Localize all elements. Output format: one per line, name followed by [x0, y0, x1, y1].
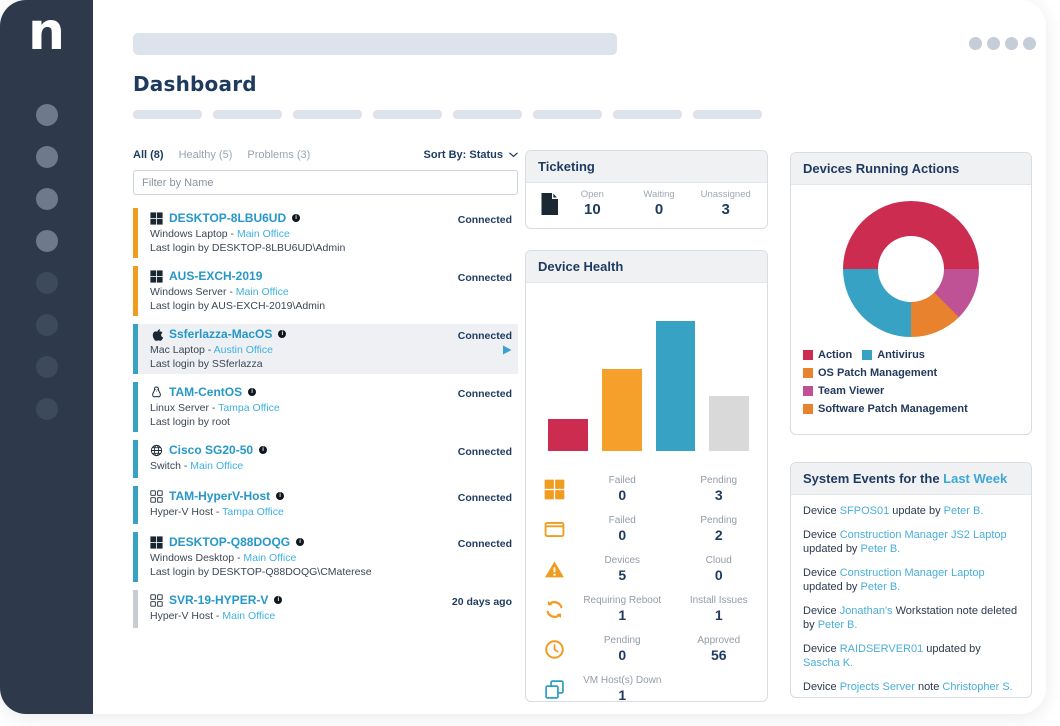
- system-event-item: [803, 604, 1019, 633]
- legend-swatch: [803, 386, 813, 396]
- device-type: Linux Server -: [150, 401, 219, 414]
- device-type-line: [150, 506, 284, 518]
- device-health-stat-value: 0: [618, 647, 627, 663]
- device-status: 20 days ago: [451, 596, 512, 608]
- device-status: Connected: [457, 492, 512, 504]
- sort-by-control[interactable]: [424, 149, 518, 161]
- system-events-title: [791, 463, 1031, 495]
- device-health-stat: [671, 555, 768, 583]
- device-name: AUS-EXCH-2019: [169, 269, 263, 283]
- device-health-stat-value: 1: [714, 607, 723, 623]
- device-location-link[interactable]: Main Office: [243, 551, 297, 564]
- event-link[interactable]: RAIDSERVER01: [839, 642, 924, 655]
- windows-icon: [150, 212, 163, 225]
- device-health-stat: [574, 475, 671, 503]
- event-link[interactable]: Projects Server: [839, 680, 915, 693]
- device-row-content: [138, 208, 345, 258]
- system-event-item: [803, 504, 1019, 519]
- clock-icon: [526, 639, 574, 660]
- last-week-link[interactable]: Last Week: [943, 471, 1008, 486]
- device-row[interactable]: [133, 590, 518, 628]
- device-row[interactable]: [133, 440, 518, 478]
- event-text: Device: [803, 505, 840, 517]
- device-type: Windows Desktop -: [150, 551, 244, 564]
- event-link[interactable]: Construction Manager JS2 Laptop: [839, 528, 1007, 541]
- device-health-stat-label: Devices: [604, 555, 641, 566]
- legend-label: OS Patch Management: [818, 367, 938, 379]
- device-row-content: [138, 440, 267, 478]
- toolbar-dot-icon[interactable]: [1023, 37, 1036, 50]
- tab-placeholder[interactable]: [453, 110, 522, 119]
- sidebar-nav-placeholder[interactable]: [36, 188, 58, 210]
- legend-item: [862, 349, 925, 361]
- actions-legend: [803, 349, 1019, 415]
- devices-running-actions-title: Devices Running Actions: [791, 153, 1031, 185]
- filter-tabs: [133, 149, 310, 161]
- device-type-line: [150, 402, 280, 414]
- ticketing-card-title: Ticketing: [526, 151, 767, 183]
- hyperv-icon: [150, 490, 163, 503]
- event-text: Device: [803, 566, 840, 579]
- device-last-login: Last login by DESKTOP-Q88DOQG\CMaterese: [150, 566, 372, 578]
- legend-swatch: [803, 404, 813, 414]
- info-badge-icon: i: [248, 388, 256, 396]
- legend-label: Team Viewer: [818, 385, 885, 397]
- ticketing-card: [525, 150, 768, 229]
- device-health-stat-label: VM Host(s) Down: [583, 675, 662, 686]
- device-row-content: [138, 486, 284, 524]
- event-text: note: [914, 680, 943, 693]
- toolbar-icons: [969, 37, 1036, 50]
- app-window-icon: [526, 519, 574, 540]
- ticketing-body: [526, 183, 767, 226]
- info-badge-icon: i: [259, 446, 267, 454]
- device-health-stat-value: 3: [714, 487, 723, 503]
- hyperv-icon: [150, 594, 163, 607]
- device-health-stat-value: 0: [618, 487, 627, 503]
- apple-icon: [150, 328, 163, 341]
- info-badge-icon: i: [292, 214, 300, 222]
- device-row[interactable]: [133, 486, 518, 524]
- tab-placeholder[interactable]: [533, 110, 602, 119]
- legend-item: [803, 367, 937, 379]
- chevron-down-icon: [509, 149, 518, 161]
- tab-placeholder[interactable]: [373, 110, 442, 119]
- toolbar-dot-icon[interactable]: [987, 37, 1000, 50]
- event-text: Workstation note deleted by: [803, 604, 1018, 631]
- devices-running-actions-card: [790, 152, 1032, 435]
- device-name: DESKTOP-Q88DOQG: [169, 535, 291, 549]
- device-health-stat-value: 0: [714, 567, 723, 583]
- tab-placeholder[interactable]: [693, 110, 762, 119]
- main-area: [93, 0, 1046, 714]
- device-type: Switch -: [150, 459, 191, 472]
- event-link[interactable]: SFPOS01: [839, 505, 890, 517]
- device-health-bar-chart: [548, 321, 749, 451]
- device-name: TAM-HyperV-Host: [169, 489, 271, 503]
- device-type: Windows Server -: [150, 285, 236, 298]
- legend-swatch: [862, 350, 872, 360]
- tab-placeholder[interactable]: [293, 110, 362, 119]
- device-health-stat: [574, 635, 671, 663]
- device-type-line: [150, 610, 282, 622]
- system-events-title-prefix: System Events for the: [803, 471, 944, 486]
- device-location-link[interactable]: Tampa Office: [218, 401, 280, 414]
- search-bar-placeholder[interactable]: [133, 33, 617, 55]
- device-health-stat-label: Pending: [700, 515, 738, 526]
- ninja-logo: n: [27, 2, 66, 62]
- device-health-stat: [574, 555, 671, 583]
- legend-swatch: [803, 368, 813, 378]
- ticketing-stat-label: Open: [580, 189, 604, 200]
- device-row[interactable]: [133, 324, 518, 374]
- device-name: Ssferlazza-MacOS: [169, 327, 273, 341]
- device-health-stat-label: Approved: [697, 635, 741, 646]
- sidebar-nav-placeholder[interactable]: [36, 356, 58, 378]
- legend-item: [803, 385, 884, 397]
- sidebar-nav-placeholder[interactable]: [36, 272, 58, 294]
- device-type: Hyper-V Host -: [150, 609, 223, 622]
- event-link[interactable]: Sascha K.: [803, 657, 854, 669]
- sort-by-label: Sort By: Status: [423, 149, 503, 161]
- device-type-line: [150, 286, 325, 298]
- sidebar-nav-placeholder[interactable]: [36, 314, 58, 336]
- health-bar: [709, 396, 749, 451]
- device-status: Connected: [457, 538, 512, 550]
- ticketing-stat-value: 10: [583, 201, 601, 218]
- device-row-content: [138, 532, 372, 582]
- vm-stack-icon: [526, 679, 574, 700]
- ticketing-stat-label: Unassigned: [700, 189, 751, 200]
- device-health-stat-row: [526, 669, 767, 709]
- health-bar: [548, 419, 588, 452]
- device-health-stat-row: [526, 469, 767, 509]
- device-type: Mac Laptop -: [150, 343, 214, 356]
- refresh-icon: [526, 599, 574, 620]
- globe-icon: [150, 444, 163, 457]
- device-last-login: Last login by root: [150, 416, 230, 428]
- ticketing-stat-value: 0: [654, 201, 664, 218]
- sidebar-nav-placeholder[interactable]: [36, 104, 58, 126]
- device-name-link[interactable]: [150, 269, 325, 283]
- device-name: DESKTOP-8LBU6UD: [169, 211, 287, 225]
- event-text: Device: [803, 680, 840, 693]
- windows-icon: [150, 536, 163, 549]
- sidebar: [0, 0, 93, 714]
- device-row-content: [138, 324, 286, 374]
- event-link[interactable]: Jonathan's: [839, 604, 893, 617]
- device-health-stat: [671, 595, 768, 623]
- device-name-link[interactable]: [150, 593, 282, 607]
- device-row-content: [138, 266, 325, 316]
- device-type-line: [150, 460, 267, 472]
- device-health-stat: [671, 515, 768, 543]
- toolbar-dot-icon[interactable]: [1005, 37, 1018, 50]
- page-title: Dashboard: [133, 72, 257, 96]
- device-type: Windows Laptop -: [150, 227, 237, 240]
- sidebar-nav-placeholder[interactable]: [36, 146, 58, 168]
- legend-item: [803, 403, 968, 415]
- device-row[interactable]: [133, 382, 518, 432]
- device-health-stat: [574, 515, 671, 543]
- event-link[interactable]: Construction Manager Laptop: [839, 566, 985, 579]
- device-health-stat-label: Failed: [608, 515, 636, 526]
- device-health-stat-label: Cloud: [705, 555, 732, 566]
- event-text: Device: [803, 528, 840, 541]
- device-row[interactable]: [133, 532, 518, 582]
- device-health-stat: [671, 635, 768, 663]
- ticketing-stat: [692, 189, 759, 218]
- device-location-link[interactable]: Main Office: [235, 285, 289, 298]
- running-action-play-icon[interactable]: [501, 343, 513, 355]
- filter-by-name-input[interactable]: [133, 170, 518, 195]
- device-health-stat-value: 2: [714, 527, 723, 543]
- device-name-link[interactable]: [150, 385, 280, 399]
- device-filters: [133, 149, 518, 161]
- device-health-stat-row: [526, 629, 767, 669]
- device-health-stat-row: [526, 549, 767, 589]
- device-name-link[interactable]: [150, 535, 372, 549]
- legend-label: Software Patch Management: [818, 403, 968, 415]
- system-event-item: [803, 680, 1019, 695]
- device-name-link[interactable]: [150, 489, 284, 503]
- device-last-login: Last login by AUS-EXCH-2019\Admin: [150, 300, 326, 312]
- info-badge-icon: i: [278, 330, 286, 338]
- info-badge-icon: i: [276, 492, 284, 500]
- device-health-stat-value: 1: [618, 607, 627, 623]
- device-last-login: Last login by DESKTOP-8LBU6UD\Admin: [150, 242, 346, 254]
- event-text: updated by: [803, 543, 861, 555]
- device-name-link[interactable]: [150, 211, 345, 225]
- device-health-stat-row: [526, 589, 767, 629]
- event-text: Device: [803, 642, 840, 655]
- device-health-stat-label: Pending: [700, 475, 738, 486]
- device-type-line: [150, 344, 286, 356]
- device-name: SVR-19-HYPER-V: [169, 593, 269, 607]
- ticketing-stat-label: Waiting: [643, 189, 675, 200]
- actions-donut-chart: [843, 201, 979, 337]
- device-status: Connected: [457, 388, 512, 400]
- sidebar-nav-placeholder[interactable]: [36, 398, 58, 420]
- device-name: Cisco SG20-50: [169, 443, 254, 457]
- health-bar: [656, 321, 696, 451]
- legend-label: Action: [818, 349, 853, 361]
- system-event-item: [803, 566, 1019, 595]
- event-link[interactable]: Peter B.: [860, 543, 901, 555]
- device-health-stat-label: Failed: [608, 475, 636, 486]
- ticket-document-icon: [540, 192, 559, 216]
- device-health-stat-label: Pending: [603, 635, 641, 646]
- event-text: updated by: [803, 581, 861, 593]
- system-events-list: [791, 495, 1031, 712]
- device-row[interactable]: [133, 266, 518, 316]
- device-status: Connected: [457, 214, 512, 226]
- device-health-stats: [526, 469, 767, 709]
- device-health-stat-value: 56: [710, 647, 727, 663]
- filter-tab[interactable]: All (8): [133, 149, 164, 161]
- device-status: Connected: [457, 446, 512, 458]
- device-status: Connected: [457, 272, 512, 284]
- device-health-card: [525, 250, 768, 702]
- device-type: Hyper-V Host -: [150, 505, 223, 518]
- system-events-card: [790, 462, 1032, 698]
- device-location-link[interactable]: Main Office: [190, 459, 244, 472]
- event-link[interactable]: Christopher S.: [942, 680, 1013, 693]
- info-badge-icon: i: [296, 538, 304, 546]
- device-health-card-title: Device Health: [526, 251, 767, 283]
- ticketing-stat-value: 3: [721, 201, 730, 218]
- device-health-stat-value: 0: [618, 527, 627, 543]
- device-health-stat-value: 5: [618, 567, 627, 583]
- device-row-content: [138, 590, 282, 628]
- ticketing-stat: [626, 189, 693, 218]
- ticketing-stat: [559, 189, 626, 218]
- tab-placeholder[interactable]: [213, 110, 282, 119]
- event-text: updated by: [923, 642, 981, 655]
- device-health-stat: [671, 475, 768, 503]
- linux-icon: [150, 386, 163, 399]
- device-name-link[interactable]: [150, 327, 286, 341]
- toolbar-dot-icon[interactable]: [969, 37, 982, 50]
- system-event-item: [803, 642, 1019, 671]
- device-health-stat-row: [526, 509, 767, 549]
- event-text: Device: [803, 604, 840, 617]
- device-row[interactable]: [133, 208, 518, 258]
- filter-tab[interactable]: Problems (3): [247, 149, 311, 161]
- device-health-stat-value: 1: [618, 687, 627, 703]
- device-rows: [133, 208, 518, 628]
- windows-icon: [526, 479, 574, 500]
- filter-tab[interactable]: Healthy (5): [178, 149, 233, 161]
- device-status: Connected: [457, 330, 512, 342]
- device-location-link[interactable]: Main Office: [236, 227, 290, 240]
- device-last-login: Last login by SSferlazza: [150, 358, 263, 370]
- device-list-panel: [133, 149, 518, 628]
- device-name: TAM-CentOS: [169, 385, 243, 399]
- tab-placeholder[interactable]: [613, 110, 682, 119]
- device-type-line: [150, 228, 345, 240]
- ticketing-stats: [559, 189, 759, 218]
- device-name-link[interactable]: [150, 443, 267, 457]
- info-badge-icon: i: [274, 596, 282, 604]
- event-text: update by: [889, 505, 944, 517]
- sidebar-nav: [0, 104, 93, 420]
- device-health-stat: [574, 595, 671, 623]
- device-location-link[interactable]: Main Office: [222, 609, 276, 622]
- device-location-link[interactable]: Tampa Office: [222, 505, 284, 518]
- tab-placeholder[interactable]: [133, 110, 202, 119]
- device-health-stat-label: Install Issues: [689, 595, 748, 606]
- device-health-stat-label: Requiring Reboot: [583, 595, 662, 606]
- device-location-link[interactable]: Austin Office: [213, 343, 273, 356]
- event-link[interactable]: Peter B.: [943, 505, 984, 517]
- windows-icon: [150, 270, 163, 283]
- health-bar: [602, 369, 642, 451]
- legend-item: [803, 349, 852, 361]
- sidebar-nav-placeholder[interactable]: [36, 230, 58, 252]
- legend-swatch: [803, 350, 813, 360]
- event-link[interactable]: Peter B.: [817, 619, 858, 631]
- warning-icon: [526, 559, 574, 580]
- tab-placeholders: [133, 110, 762, 119]
- system-event-item: [803, 528, 1019, 557]
- event-link[interactable]: Peter B.: [860, 581, 901, 593]
- legend-label: Antivirus: [877, 349, 925, 361]
- device-type-line: [150, 552, 372, 564]
- device-row-content: [138, 382, 280, 432]
- device-health-stat: [574, 675, 671, 703]
